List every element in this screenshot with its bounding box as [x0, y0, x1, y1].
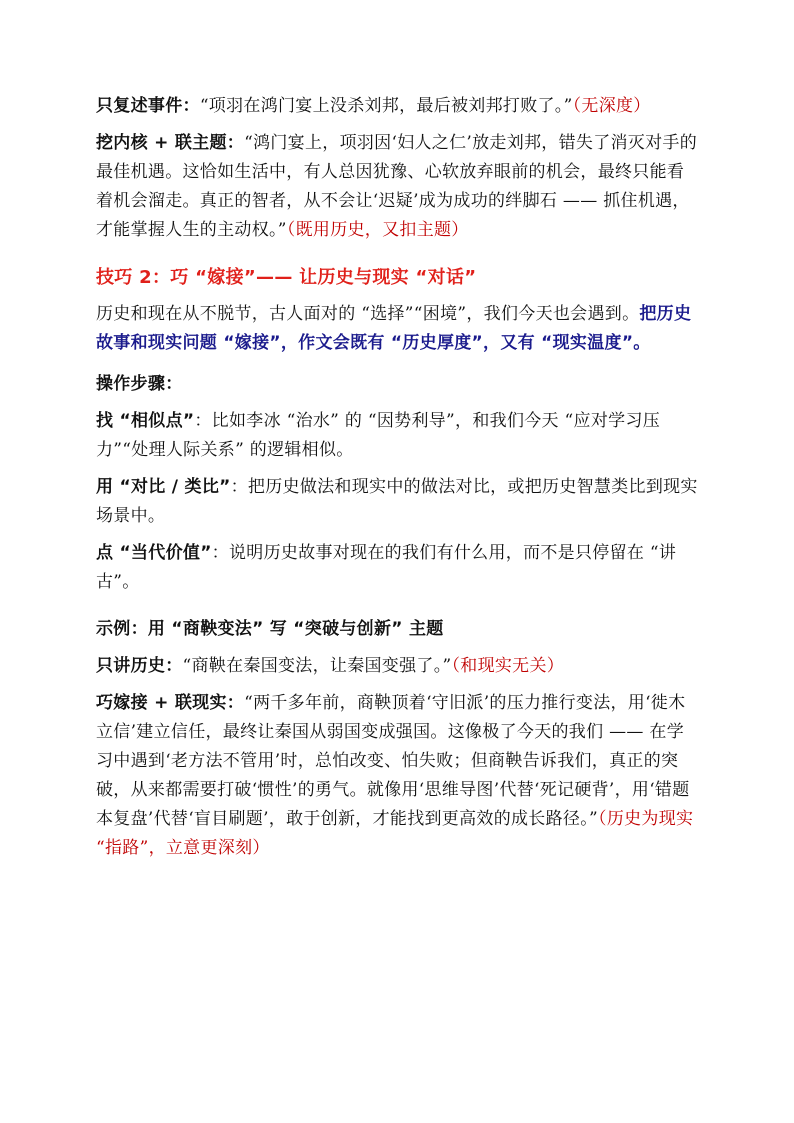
intro-emphasis: 把历史故事和现实问题 “嫁接”，作文会既有 “历史厚度”，又有 “现实温度”。	[96, 304, 692, 353]
history-only-label: 只讲历史：	[96, 656, 183, 676]
step-1-text: ：比如李冰 “治水” 的 “因势利导”，和我们今天 “应对学习压力”“处理人际关系” 的逻辑相似。	[96, 411, 661, 460]
retell-only-note: （无深度）	[572, 96, 651, 116]
retell-only-label: 只复述事件：	[96, 96, 200, 116]
history-only-text: “商鞅在秦国变法，让秦国变强了。”	[182, 656, 452, 676]
example-title: 示例：用 “商鞅变法” 写 “突破与创新” 主题	[96, 619, 444, 639]
step-2-label: 用 “对比 / 类比”	[96, 477, 231, 497]
step-3-label: 点 “当代价值”	[96, 543, 212, 563]
dig-core-label: 挖内核 + 联主题：	[96, 133, 245, 153]
retell-only-text: “项羽在鸿门宴上没杀刘邦，最后被刘邦打败了。”	[199, 96, 573, 116]
paragraph-intro	[96, 300, 700, 358]
paragraph-retell-only	[96, 92, 700, 121]
step-1-label: 找 “相似点”	[96, 411, 195, 431]
step-item-3	[96, 539, 700, 597]
graft-reality-text: “两千多年前，商鞅顶着‘守旧派’的压力推行变法，用‘徙木立信’建立信任，最终让秦国从弱国变成强国。这像极了今天的我们 —— 在学习中遇到‘老方法不管用’时，总怕改变、怕失败；但商鞅告诉我们，真正的突破，从来都需要打破‘惯性’的勇气。就像用‘思维导图’代替‘死记硬背’，用‘错题本复盘’代替‘盲目刷题’，敢于创新，才能找到更高效的成长路径。”	[96, 693, 690, 829]
steps-title: 操作步骤：	[96, 374, 183, 394]
step-2-text: ：把历史做法和现实中的做法对比，或把历史智慧类比到现实场景中。	[96, 477, 698, 526]
history-only-note: （和现实无关）	[451, 656, 565, 676]
dig-core-text: “鸿门宴上，项羽因‘妇人之仁’放走刘邦，错失了消灭对手的最佳机遇。这恰如生活中，有人总因犹豫、心软放弃眼前的机会，最终只能看着机会溜走。真正的智者，从不会让‘迟疑’成为成功的绊脚石 —— 抓住机遇，才能掌握人生的主动权。”	[96, 133, 697, 240]
graft-reality-label: 巧嫁接 + 联现实：	[96, 693, 245, 713]
step-item-2	[96, 473, 700, 531]
section-heading-technique-2: 技巧 2：巧 “嫁接”—— 让历史与现实 “对话”	[96, 267, 477, 288]
document-page	[96, 92, 700, 863]
step-3-text: ：说明历史故事对现在的我们有什么用，而不是只停留在 “讲古”。	[96, 543, 677, 592]
intro-text: 历史和现在从不脱节，古人面对的 “选择”“困境”，我们今天也会遇到。	[96, 304, 640, 324]
paragraph-dig-core	[96, 129, 700, 245]
paragraph-history-only	[96, 652, 700, 681]
dig-core-note: （既用历史，又扣主题）	[286, 220, 469, 240]
step-item-1	[96, 407, 700, 465]
paragraph-graft-reality	[96, 689, 700, 863]
graft-reality-note: （历史为现实 “指路”，立意更深刻）	[96, 809, 694, 858]
